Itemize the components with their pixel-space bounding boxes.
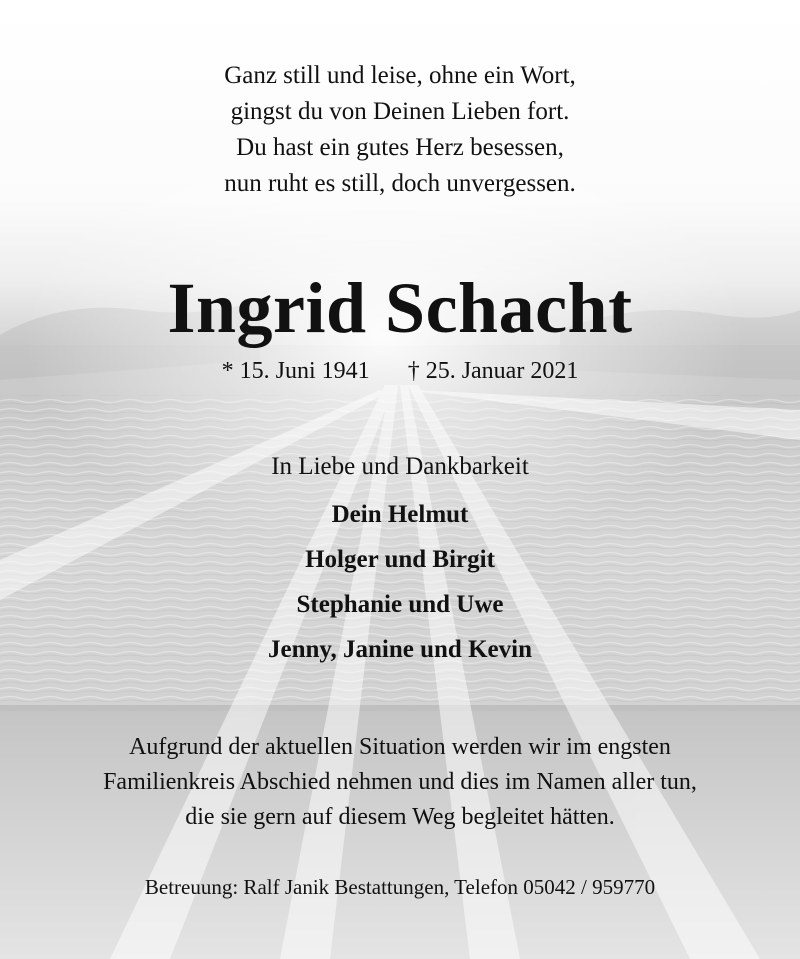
poem-line: gingst du von Deinen Lieben fort. — [230, 98, 570, 125]
death-date: † 25. Januar 2021 — [407, 358, 579, 384]
mourner-name: Stephanie und Uwe — [296, 591, 504, 618]
mourners-list — [0, 497, 800, 677]
notice-line: Familienkreis Abschied nehmen und dies im Namen aller tun, — [103, 769, 697, 795]
mourner-name: Holger und Birgit — [305, 546, 495, 573]
mourners-intro: In Liebe und Dankbarkeit — [271, 453, 529, 480]
mourner-name: Jenny, Janine und Kevin — [268, 636, 532, 663]
undertaker-info: Betreuung: Ralf Janik Bestattungen, Telefon 05042 / 959770 — [144, 875, 656, 899]
mourner-name: Dein Helmut — [331, 501, 469, 528]
notice-line: die sie gern auf diesem Weg begleitet hätten. — [185, 804, 615, 830]
poem-line: nun ruht es still, doch unvergessen. — [224, 170, 576, 197]
poem-line: Du hast ein gutes Herz besessen, — [236, 134, 564, 161]
deceased-name: Ingrid Schacht — [167, 268, 633, 348]
memorial-poem — [0, 58, 800, 202]
life-dates — [0, 356, 800, 386]
birth-date: * 15. Juni 1941 — [221, 358, 370, 384]
funeral-notice — [0, 730, 800, 835]
notice-line: Aufgrund der aktuellen Situation werden wir im engsten — [129, 734, 671, 760]
poem-line: Ganz still und leise, ohne ein Wort, — [224, 62, 576, 89]
